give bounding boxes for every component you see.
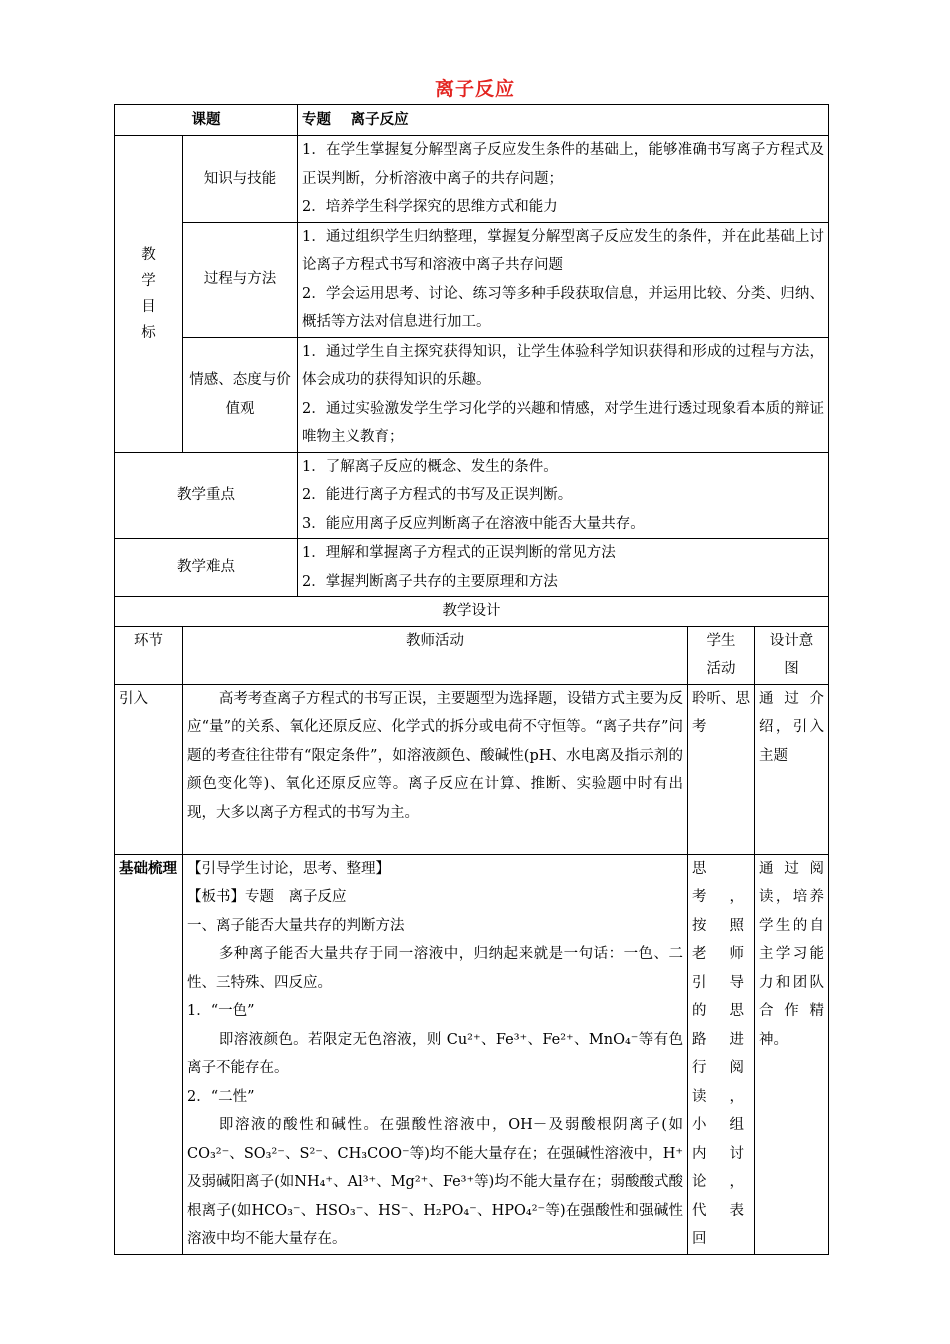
intro-row xyxy=(115,684,829,854)
intro-teacher: 高考考查离子方程式的书写正误，主要题型为选择题，设错方式主要为反应“量”的关系、氧化还原反应、化学式的拆分或电荷不守恒等。“离子共存”问题的考查往往带有“限定条件”，如溶液颜色、酸碱性(pH、水电离及指示剂的颜色变化等)、氧化还原反应等。离子反应在计算、推断、实验题中时有出现，大多以离子方程式的书写为主。 xyxy=(183,684,688,854)
design-title: 教学设计 xyxy=(115,597,829,627)
goal-row-process xyxy=(115,222,829,337)
col-stage: 环节 xyxy=(115,626,183,684)
basics-teacher: 【引导学生讨论，思考、整理】 【板书】专题 离子反应 一、离子能否大量共存的判断方法 多种离子能否大量共存于同一溶液中，归纳起来就是一句话：一色、二性、三特殊、四反应。 1．“一色” 即溶液颜色。若限定无色溶液，则 Cu²⁺、Fe³⁺、Fe²⁺、MnO₄⁻等有色离子不能存在。 2．“二性” 即溶液的酸性和碱性。在强酸性溶液中，OH－及弱酸根阴离子(如CO₃²⁻、SO₃²⁻、S²⁻、CH₃COO⁻等)均不能大量存在；在强碱性溶液中，H⁺及弱碱阳离子(如NH₄⁺、Al³⁺、Mg²⁺、Fe³⁺等)均不能大量存在；弱酸酸式酸根离子(如HCO₃⁻、HSO₃⁻、HS⁻、H₂PO₄⁻、HPO₄²⁻等)在强酸性和强碱性溶液中均不能大量存在。 xyxy=(183,854,688,1254)
key-points-content: 1．了解离子反应的概念、发生的条件。 2．能进行离子方程式的书写及正误判断。 3．能应用离子反应判断离子在溶液中能否大量共存。 xyxy=(298,452,829,539)
basics-student: 思考，按照老师引导的思路进行阅读，小组内讨论，代表回 xyxy=(688,854,755,1254)
basics-intent: 通过阅读，培养学生的自主学习能力和团队合作精神。 xyxy=(755,854,829,1254)
goal-content-process: 1．通过组织学生归纳整理，掌握复分解型离子反应发生的条件，并在此基础上讨论离子方程式书写和溶液中离子共存问题 2．学会运用思考、讨论、练习等多种手段获取信息，并运用比较、分类、归纳、概括等方法对信息进行加工。 xyxy=(298,222,829,337)
goal-row-attitude xyxy=(115,337,829,452)
basics-stage: 基础梳理 xyxy=(115,854,183,1254)
key-points-label: 教学重点 xyxy=(115,452,298,539)
intro-intent: 通过介绍，引入主题 xyxy=(755,684,829,854)
col-intent: 设计意 图 xyxy=(755,626,829,684)
design-title-row xyxy=(115,597,829,627)
key-points-row xyxy=(115,452,829,539)
page-title: 离子反应 xyxy=(434,78,515,100)
topic-value: 专题 离子反应 xyxy=(298,105,829,136)
col-student: 学生 活动 xyxy=(688,626,755,684)
goal-content-attitude: 1．通过学生自主探究获得知识，让学生体验科学知识获得和形成的过程与方法，体会成功的获得知识的乐趣。 2．通过实验激发学生学习化学的兴趣和情感，对学生进行透过现象看本质的辩证唯物主义教育； xyxy=(298,337,829,452)
teaching-goals-label: 教 学 目 标 xyxy=(115,136,183,453)
topic-label: 课题 xyxy=(115,105,298,136)
col-teacher: 教师活动 xyxy=(183,626,688,684)
difficulties-row xyxy=(115,539,829,597)
lesson-plan-table xyxy=(114,104,829,1255)
basics-row xyxy=(115,854,829,1254)
intro-stage: 引入 xyxy=(115,684,183,854)
difficulties-content: 1．理解和掌握离子方程式的正误判断的常见方法 2．掌握判断离子共存的主要原理和方法 xyxy=(298,539,829,597)
goal-name-knowledge: 知识与技能 xyxy=(183,136,298,223)
goal-row-knowledge xyxy=(115,136,829,223)
difficulties-label: 教学难点 xyxy=(115,539,298,597)
intro-student: 聆听、思考 xyxy=(688,684,755,854)
goal-name-process: 过程与方法 xyxy=(183,222,298,337)
design-header-row xyxy=(115,626,829,684)
goal-content-knowledge: 1．在学生掌握复分解型离子反应发生条件的基础上，能够准确书写离子方程式及正误判断，分析溶液中离子的共存问题； 2．培养学生科学探究的思维方式和能力 xyxy=(298,136,829,223)
goal-name-attitude: 情感、态度与价 值观 xyxy=(183,337,298,452)
header-row xyxy=(115,105,829,136)
